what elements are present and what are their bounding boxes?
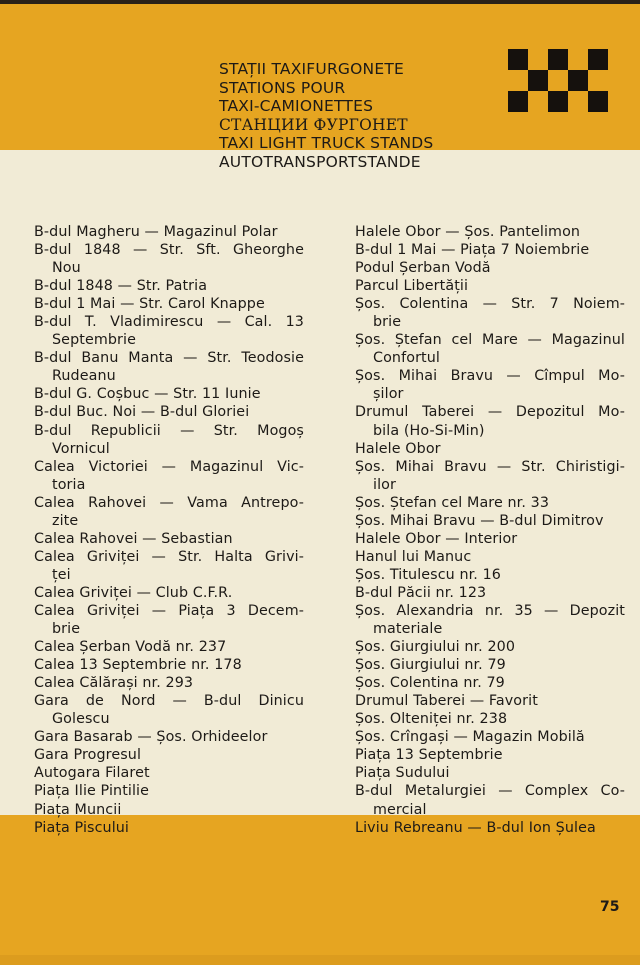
title-romanian: STAȚII TAXIFURGONETE [219, 60, 404, 78]
list-item-line: B-dul 1 Mai — Str. Carol Knappe [34, 296, 265, 313]
list-item [34, 530, 304, 548]
list-item-continuation: șilor [373, 386, 404, 403]
list-item [355, 295, 625, 331]
footer-band [0, 815, 640, 965]
list-item-line: Drumul Taberei — Favorit [355, 693, 538, 710]
header-titles [219, 60, 433, 172]
list-item [355, 638, 625, 656]
list-item-continuation: ței [52, 566, 71, 583]
list-item [355, 440, 625, 458]
list-item-line: Gara Basarab — Șos. Orhideelor [34, 729, 268, 746]
list-item [34, 746, 304, 764]
list-item [34, 728, 304, 746]
list-item [34, 277, 304, 295]
list-item-line: Halele Obor [355, 440, 441, 457]
list-item-line: Autogara Filaret [34, 765, 150, 782]
list-item-line: B-dul 1 Mai — Piața 7 Noiembrie [355, 242, 590, 259]
list-item [355, 764, 625, 782]
stands-list-left [34, 223, 304, 837]
list-item [34, 403, 304, 421]
list-item-line: B-dul Păcii nr. 123 [355, 584, 487, 601]
list-item-line: Gara de Nord — B-dul Dinicu [34, 693, 304, 710]
list-item-line: Podul Șerban Vodă [355, 260, 491, 277]
list-item [355, 494, 625, 512]
list-item [34, 295, 304, 313]
list-item-continuation: Vornicul [52, 440, 110, 457]
list-item-line: Șos. Olteniței nr. 238 [355, 711, 508, 728]
list-item-line: Piața Sudului [355, 765, 450, 782]
list-item-line: Șos. Ștefan cel Mare — Magazinul [355, 332, 625, 349]
list-item [34, 313, 304, 349]
list-item-line: Calea Griviței — Club C.F.R. [34, 584, 233, 601]
list-item [34, 801, 304, 819]
list-item-line: Șos. Mihai Bravu — Str. Chiristigi- [355, 458, 625, 475]
list-item [34, 385, 304, 403]
list-item [34, 638, 304, 656]
list-item-line: Calea Rahovei — Sebastian [34, 530, 233, 547]
list-item [34, 782, 304, 800]
list-item [355, 710, 625, 728]
list-item [34, 223, 304, 241]
list-item-line: Șos. Giurgiului nr. 200 [355, 639, 516, 656]
list-item-line: Șos. Titulescu nr. 16 [355, 566, 501, 583]
list-item [34, 819, 304, 837]
list-item [34, 349, 304, 385]
list-item-line: B-dul T. Vladimirescu — Cal. 13 [34, 314, 304, 331]
list-item [355, 782, 625, 818]
list-item [355, 584, 625, 602]
list-item [355, 277, 625, 295]
list-item-continuation: toria [52, 476, 86, 493]
list-item [355, 241, 625, 259]
list-item-continuation: brie [373, 314, 402, 331]
title-french-1: STATIONS POUR [219, 78, 346, 97]
list-item [355, 331, 625, 367]
list-item-line: B-dul Buc. Noi — B-dul Gloriei [34, 404, 250, 421]
list-item-continuation: ilor [373, 476, 396, 493]
list-item-continuation: bila (Ho-Si-Min) [373, 422, 485, 439]
list-item [355, 458, 625, 494]
list-item-line: Parcul Libertății [355, 278, 469, 295]
list-item-continuation: Rudeanu [52, 368, 116, 385]
list-item-line: B-dul Magheru — Magazinul Polar [34, 224, 278, 240]
title-english: TAXI LIGHT TRUCK STANDS [219, 134, 434, 153]
list-item [355, 656, 625, 674]
list-item [355, 602, 625, 638]
title-german: AUTOTRANSPORTSTANDE [219, 152, 421, 171]
list-item-line: Piața Ilie Pintilie [34, 783, 150, 800]
list-item [34, 692, 304, 728]
list-item [34, 548, 304, 584]
list-item-line: Șos. Giurgiului nr. 79 [355, 657, 506, 674]
bottom-edge [0, 955, 640, 965]
list-item [34, 656, 304, 674]
title-russian: СТАНЦИИ ФУРГОНЕТ [219, 115, 408, 134]
list-item-line: Calea Griviței — Piața 3 Decem- [34, 602, 304, 619]
top-edge [0, 0, 640, 4]
list-item [355, 674, 625, 692]
list-item-continuation: zite [52, 512, 79, 529]
list-item-line: Șos. Mihai Bravu — Cîmpul Mo- [355, 368, 625, 385]
list-item [355, 403, 625, 439]
list-item-line: Hanul lui Manuc [355, 548, 472, 565]
list-item [355, 512, 625, 530]
list-item [34, 422, 304, 458]
list-item [34, 602, 304, 638]
list-item [355, 692, 625, 710]
list-item-line: Calea Rahovei — Vama Antrepo- [34, 494, 304, 511]
list-item-continuation: Confortul [373, 350, 440, 367]
list-item-line: Calea Șerban Vodă nr. 237 [34, 639, 227, 656]
list-item [355, 223, 625, 241]
list-item [34, 494, 304, 530]
list-item [355, 566, 625, 584]
list-item [355, 259, 625, 277]
list-item-continuation: mercial [373, 801, 427, 818]
list-item-line: B-dul Banu Manta — Str. Teodosie [34, 350, 304, 367]
list-item-line: Calea Călărași nr. 293 [34, 675, 194, 692]
list-item-line: B-dul 1848 — Str. Sft. Gheorghe [34, 242, 304, 259]
list-item-line: Gara Progresul [34, 747, 142, 764]
list-item-line: Halele Obor — Șos. Pantelimon [355, 224, 581, 240]
list-item-continuation: Golescu [52, 711, 110, 728]
list-item-line: Șos. Mihai Bravu — B-dul Dimitrov [355, 512, 604, 529]
list-item [34, 764, 304, 782]
list-item-continuation: Nou [52, 260, 81, 277]
list-item-line: Șos. Colentina nr. 79 [355, 675, 505, 692]
list-item [355, 548, 625, 566]
title-french-2: TAXI-CAMIONETTES [219, 97, 374, 116]
list-item-line: Calea Griviței — Str. Halta Grivi- [34, 548, 304, 565]
list-item-line: B-dul G. Coșbuc — Str. 11 Iunie [34, 386, 261, 403]
list-item [355, 746, 625, 764]
list-item-line: Șos. Crîngași — Magazin Mobilă [355, 729, 585, 746]
list-item [355, 367, 625, 403]
list-item [34, 458, 304, 494]
list-item-line: Șos. Ștefan cel Mare nr. 33 [355, 494, 550, 511]
list-item-line: Calea Victoriei — Magazinul Vic- [34, 458, 304, 475]
list-item-line: Calea 13 Septembrie nr. 178 [34, 657, 242, 674]
list-item [34, 674, 304, 692]
list-item-line: Șos. Alexandria nr. 35 — Depozit [355, 602, 625, 619]
list-item [355, 819, 625, 837]
list-item-line: Drumul Taberei — Depozitul Mo- [355, 404, 625, 421]
list-item-line: Halele Obor — Interior [355, 530, 518, 547]
list-item-line: B-dul Republicii — Str. Mogoș [34, 422, 304, 439]
list-item-line: B-dul Metalurgiei — Complex Co- [355, 783, 625, 800]
list-item-continuation: materiale [373, 621, 443, 638]
list-item-continuation: brie [52, 621, 81, 638]
list-item-line: Piața Piscului [34, 819, 130, 836]
list-item-line: Liviu Rebreanu — B-dul Ion Șulea [355, 819, 596, 836]
list-item-line: Piața 13 Septembrie [355, 747, 503, 764]
stands-list-right [355, 223, 625, 837]
list-item-line: Șos. Colentina — Str. 7 Noiem- [355, 296, 625, 313]
list-item [355, 728, 625, 746]
checkered-taxi-icon [508, 49, 608, 112]
page-number: 75 [600, 899, 620, 915]
list-item [34, 241, 304, 277]
list-item [355, 530, 625, 548]
list-item-line: B-dul 1848 — Str. Patria [34, 278, 208, 295]
list-item-line: Piața Muncii [34, 801, 122, 818]
list-item-continuation: Septembrie [52, 332, 136, 349]
list-item [34, 584, 304, 602]
